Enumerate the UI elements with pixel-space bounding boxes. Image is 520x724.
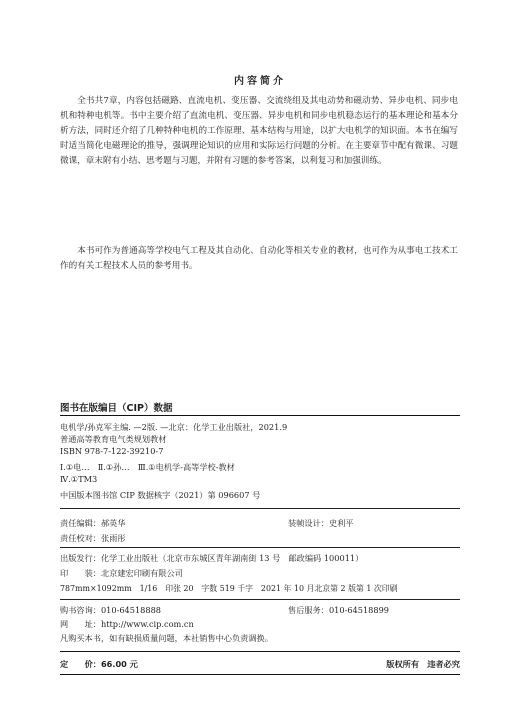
summary-title: 内容简介 [234,76,286,87]
designer-credit: 装帧设计：史利平 [288,518,354,528]
divider-contact [60,599,460,600]
publisher-info: 出版发行：化学工业出版社（北京市东城区青年湖南街 13 号 邮政编码 100011） [60,553,364,563]
website-link[interactable]: 网 址：http://www.cip.com.cn [60,619,194,629]
copyright-notice: 版权所有 违者必究 [386,659,460,669]
summary-paragraph-2: 本书可作为普通高等学校电气工程及其自动化、自动化等相关专业的教材，也可作为从事电工技术工作的有关工程技术人员的参考用书。 [60,246,458,271]
cip-classification-2: Ⅳ.①TM3 [60,474,98,484]
divider-cip [60,415,460,416]
cip-line-series: 普通高等教育电气类规划教材 [60,434,167,444]
divider-bottom [60,674,460,675]
service-contact: 售后服务：010-64518899 [288,605,390,615]
divider-editors [60,508,460,509]
divider-publication [60,547,460,548]
print-specs: 787mm×1092mm 1/16 印张 20 字数 519 千字 2021 年 10 月北京第 2 版第 1 次印刷 [60,584,398,593]
cip-line-isbn: ISBN 978-7-122-39210-7 [60,446,164,456]
cip-title: 图书在版编目（CIP）数据 [60,403,173,414]
divider-footer [60,651,460,652]
cip-line-author: 电机学/孙克军主编. —2版. —北京：化学工业出版社，2021.9 [60,422,288,432]
purchase-contact: 购书咨询：010-64518888 [60,605,162,615]
printer-info: 印 装：北京建宏印刷有限公司 [60,568,183,578]
cip-classification-1: Ⅰ.①电… Ⅱ.①孙… Ⅲ.①电机学-高等学校-教材 [60,462,235,472]
summary-paragraph-1: 全书共7章，内容包括磁路、直流电机、变压器、交流绕组及其电动势和磁动势、异步电机、同步电机和特种电机等。书中主要介绍了直流电机、变压器、异步电机和同步电机稳态运行的基本理论和基本分析方法，同时还介绍了几种特种电机的工作原理、基本结构与用途，以扩大电机学的知识面。本书在编写时适当简化电磁理论的推导，强调理论知识的应用和实际运行问题的分析。在主要章节中配有微课、习题微课，章末附有小结、思考题与习题，并附有习题的参考答案，以利复习和加强训练。 [60,96,458,166]
price: 定 价：66.00 元 [60,659,138,669]
editor-credit: 责任编辑：郝英华 [60,518,126,528]
cip-record-number: 中国版本图书馆 CIP 数据核字（2021）第 096607 号 [60,490,261,500]
return-notice: 凡购买本书，如有缺损质量问题，本社销售中心负责调换。 [60,633,273,643]
proofreader-credit: 责任校对：张雨彤 [60,533,126,543]
